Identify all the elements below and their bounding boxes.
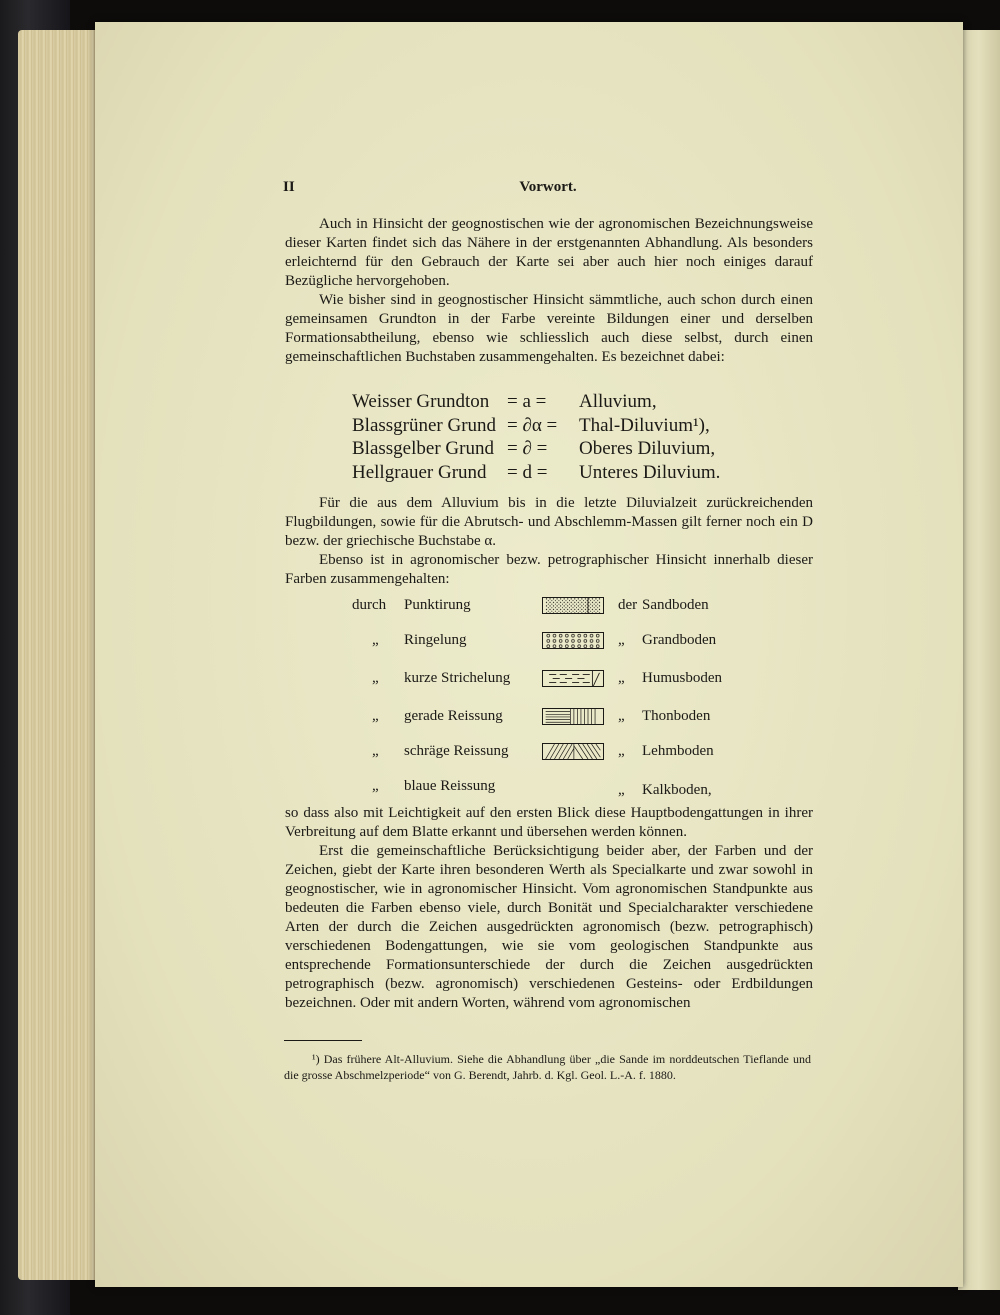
body-text-top [285,215,813,367]
paragraph: Für die aus dem Alluvium bis in die letzte Diluvialzeit zurückreichenden Flugbildungen, sowie für die Abrutsch- und Abschlemm-Massen gilt ferner noch ein D bezw. der griechische Buchstabe α. [285,495,813,549]
book-page [95,22,963,1287]
soil-legend-row [352,632,772,654]
ditto-mark: „ [372,743,379,759]
ditto-mark: „ [618,670,625,686]
soil-legend-row [352,708,772,730]
strichelung-pattern [542,670,604,687]
formation-symbol: = a = [507,391,547,412]
formation-name: Unteres Diluvium. [579,461,721,483]
ringelung-pattern [542,632,604,649]
colour-legend-row [352,414,720,438]
page-number: II [283,179,295,195]
formation-symbol: = ∂ = [507,438,548,459]
formation-name: Alluvium, [579,391,657,412]
formation-symbol: = ∂α = [507,414,558,436]
ditto-mark: „ [618,708,625,724]
body-text-middle [285,494,813,589]
row-lead: der [618,597,638,613]
colour-name: Blassgrüner Grund [352,414,497,436]
soil-legend-row [352,743,772,765]
ditto-mark: „ [618,782,625,798]
body-text-bottom [285,804,813,1013]
page-header [283,178,813,200]
colour-name: Hellgrauer Grund [352,461,487,483]
footnote-text: ¹) Das frühere Alt-Alluvium. Siehe die Abhandlung über „die Sande im norddeutschen Tieflande und die grosse Abschmelzperiode“ von G. Berendt, Jahrb. d. Kgl. Geol. L.-A. f. 1880. [284,1052,811,1082]
colour-name: Blassgelber Grund [352,438,494,459]
soil-legend-row [352,597,772,619]
colour-name: Weisser Grundton [352,391,490,412]
ditto-mark: „ [372,708,379,724]
schraege-reissung-pattern [542,743,604,760]
punktirung-pattern [542,597,604,614]
row-lead: durch [352,597,387,613]
soil-type: Thonboden [642,708,711,724]
marking-method: blaue Reissung [404,778,496,794]
gerade-reissung-pattern [542,708,604,725]
marking-method: kurze Strichelung [404,670,511,686]
soil-legend-row [352,670,772,692]
soil-type: Humusboden [642,670,722,686]
soil-type: Kalkboden, [642,782,712,798]
ditto-mark: „ [372,670,379,686]
ditto-mark: „ [372,632,379,648]
colour-legend-row [352,461,720,485]
ditto-mark: „ [372,778,379,794]
marking-method: Ringelung [404,632,467,648]
paragraph: Wie bisher sind in geognostischer Hinsicht sämmtliche, auch schon durch einen gemeinsamen Grundton in der Farbe vereinte Bildungen einer und derselben Formationsabtheilung, ebenso wie schliesslich auch diese selbst, durch einen gemeinschaftlichen Buchstaben zusammengehalten. Es bezeichnet dabei: [285,292,813,365]
paragraph: Erst die gemeinschaftliche Berücksichtigung beider aber, der Farben und der Zeichen, giebt der Karte ihren besonderen Werth als Specialkarte und zwar sowohl in geognostischer, wie in agronomischer Hinsicht. Vom agronomischen Standpunkte aus bedeuten die Farben ebenso viele, durch Bonität und Specialcharakter verschiedene Arten der durch die Zeichen ausgedrückten agronomisch (bezw. petrographisch) verschiedenen Bodengattungen, wie sie vom geologischen Standpunkte aus entsprechende Formationsunterschiede der durch die Zeichen ausgedrückten petrographisch (bezw. agronomisch) verschiedenen Gesteins- oder Erdbildungen bezeichnen. Oder mit andern Worten, während vom agronomischen [285,843,813,1011]
running-title: Vorwort. [519,179,577,195]
colour-legend [352,390,720,484]
soil-type: Grandboden [642,632,717,648]
formation-symbol: = d = [507,461,548,483]
soil-type: Lehmboden [642,743,714,759]
paragraph: Ebenso ist in agronomischer bezw. petrographischer Hinsicht innerhalb dieser Farben zusammengehalten: [285,552,813,587]
colour-legend-row [352,390,720,414]
marking-method: schräge Reissung [404,743,509,759]
formation-name: Oberes Diluvium, [579,438,716,459]
marking-method: Punktirung [404,597,471,613]
marking-method: gerade Reissung [404,708,503,724]
colour-legend-row [352,437,720,461]
footnote [284,1051,811,1083]
ditto-mark: „ [618,632,625,648]
soil-type: Sandboden [642,597,709,613]
soil-legend-row [352,778,772,800]
paragraph: so dass also mit Leichtigkeit auf den ersten Blick diese Hauptbodengattungen in ihrer Verbreitung auf dem Blatte erkannt und übersehen werden können. [285,805,813,840]
ditto-mark: „ [618,743,625,759]
footnote-rule [284,1040,362,1041]
paragraph: Auch in Hinsicht der geognostischen wie der agronomischen Bezeichnungsweise dieser Karten findet sich das Nähere in der erstgenannten Abhandlung. Als besonders erleichternd für den Gebrauch der Karte sei aber auch hier noch einiges darauf Bezügliche hervorgehoben. [285,216,813,289]
next-page-edge [958,30,1000,1290]
formation-name: Thal-Diluvium¹), [579,414,710,436]
